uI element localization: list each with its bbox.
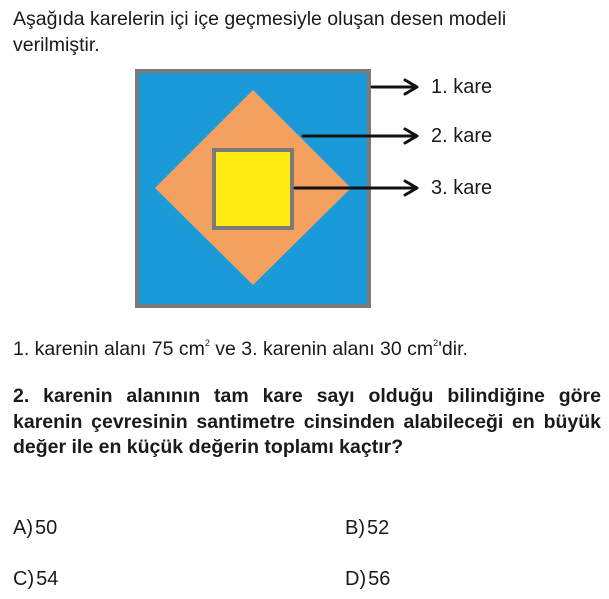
intro-line-1: Aşağıda karelerin içi içe geçmesiyle oluşan desen modeli — [13, 8, 507, 30]
intro-line-2: verilmiştir. — [13, 34, 100, 56]
choice-d[interactable] — [345, 567, 390, 591]
choice-b-letter: B) — [345, 517, 365, 539]
arrow-1 — [372, 80, 417, 94]
choice-c-letter: C) — [13, 568, 35, 590]
statement-part-2: ve 3. karenin alanı 30 cm — [209, 338, 434, 360]
choice-b-value: 52 — [367, 517, 390, 539]
choice-d-letter: D) — [345, 568, 367, 590]
superscript-1: 2 — [204, 338, 210, 348]
choice-c[interactable] — [13, 567, 58, 591]
choice-a-letter: A) — [13, 517, 33, 539]
choice-a-value: 50 — [35, 517, 58, 539]
inner-square — [214, 150, 292, 228]
statement-part-3: 'dir. — [438, 338, 468, 360]
choice-b[interactable] — [345, 516, 389, 540]
superscript-2: 2 — [433, 338, 439, 348]
label-square-2: 2. kare — [431, 125, 493, 147]
question-text: 2. karenin alanının tam kare sayı olduğu bilindiğine göre karenin çevresinin santimetre cinsinden alabileceği en büyük değer ile en küçük değerin toplamı kaçtır? — [13, 385, 601, 458]
choice-a[interactable] — [13, 516, 57, 540]
statement-part-1: 1. karenin alanı 75 cm — [13, 338, 205, 360]
label-square-3: 3. kare — [431, 177, 493, 199]
label-square-1: 1. kare — [431, 76, 493, 98]
given-statement — [13, 336, 468, 362]
choice-c-value: 54 — [36, 568, 59, 590]
choice-d-value: 56 — [368, 568, 391, 590]
